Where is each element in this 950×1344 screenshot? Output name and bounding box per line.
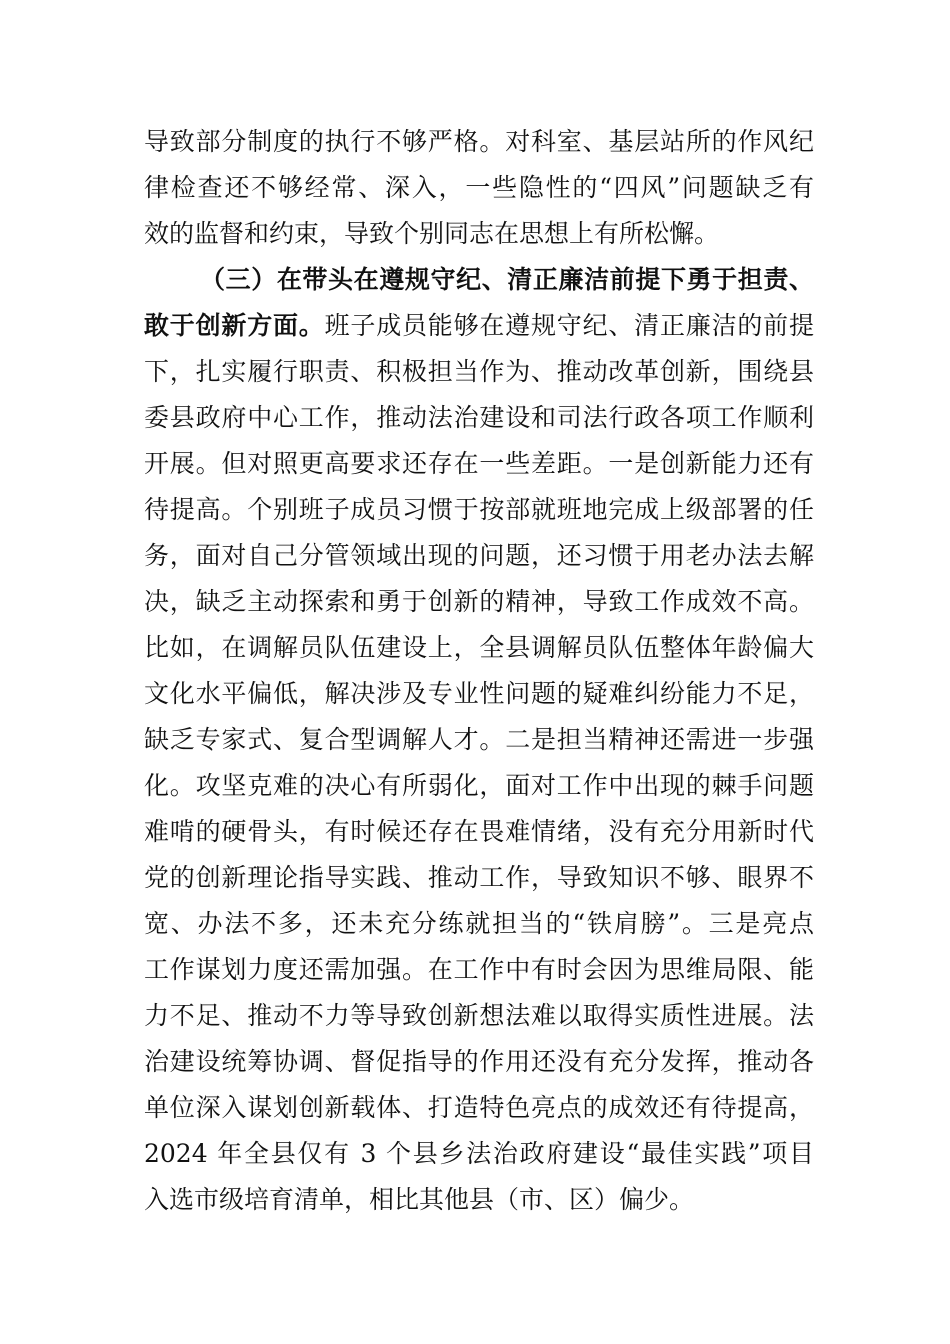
section-heading: （三）在带头在遵规守纪、清正廉洁前提下勇于担责、 bbox=[200, 265, 814, 294]
body-text-line: 开展。但对照更高要求还存在一些差距。一是创新能力还有 bbox=[144, 449, 814, 478]
body-text-line: 单位深入谋划创新载体、打造特色亮点的成效还有待提高， bbox=[144, 1093, 814, 1122]
body-text-line-mixed bbox=[144, 303, 814, 349]
body-text-segment: 班子成员能够在遵规守纪、清正廉洁的前提 bbox=[324, 311, 814, 340]
body-text-line: 宽、办法不多，还未充分练就担当的“铁肩膀”。三是亮点 bbox=[144, 909, 814, 938]
body-text-line: 工作谋划力度还需加强。在工作中有时会因为思维局限、能 bbox=[144, 955, 814, 984]
body-text-line: 决，缺乏主动探索和勇于创新的精神，导致工作成效不高。 bbox=[144, 587, 814, 616]
body-text-line: 党的创新理论指导实践、推动工作，导致知识不够、眼界不 bbox=[144, 863, 814, 892]
body-text-line: 入选市级培育清单，相比其他县（市、区）偏少。 bbox=[144, 1185, 695, 1214]
section-heading-continuation: 敢于创新方面。 bbox=[144, 311, 325, 340]
body-text-line: 缺乏专家式、复合型调解人才。二是担当精神还需进一步强 bbox=[144, 725, 814, 754]
body-text-line: 导致部分制度的执行不够严格。对科室、基层站所的作风纪 bbox=[144, 127, 814, 156]
body-text-line: 待提高。个别班子成员习惯于按部就班地完成上级部署的任 bbox=[144, 495, 814, 524]
body-text-line: 2024 年全县仅有 3 个县乡法治政府建设“最佳实践”项目 bbox=[144, 1139, 814, 1168]
body-text-line: 效的监督和约束，导致个别同志在思想上有所松懈。 bbox=[144, 219, 720, 248]
body-text-line: 力不足、推动不力等导致创新想法难以取得实质性进展。法 bbox=[144, 1001, 814, 1030]
body-text-line: 难啃的硬骨头，有时候还存在畏难情绪，没有充分用新时代 bbox=[144, 817, 814, 846]
body-text-line: 下，扎实履行职责、积极担当作为、推动改革创新，围绕县 bbox=[144, 357, 814, 386]
body-text-line: 律检查还不够经常、深入，一些隐性的“四风”问题缺乏有 bbox=[144, 173, 814, 202]
body-text-line: 化。攻坚克难的决心有所弱化，面对工作中出现的棘手问题 bbox=[144, 771, 814, 800]
body-text-line: 比如，在调解员队伍建设上，全县调解员队伍整体年龄偏大 bbox=[144, 633, 814, 662]
body-text-line: 治建设统筹协调、督促指导的作用还没有充分发挥，推动各 bbox=[144, 1047, 814, 1076]
body-text-line: 委县政府中心工作，推动法治建设和司法行政各项工作顺利 bbox=[144, 403, 814, 432]
body-text-line: 务，面对自己分管领域出现的问题，还习惯于用老办法去解 bbox=[144, 541, 814, 570]
body-text-line: 文化水平偏低，解决涉及专业性问题的疑难纠纷能力不足， bbox=[144, 679, 814, 708]
